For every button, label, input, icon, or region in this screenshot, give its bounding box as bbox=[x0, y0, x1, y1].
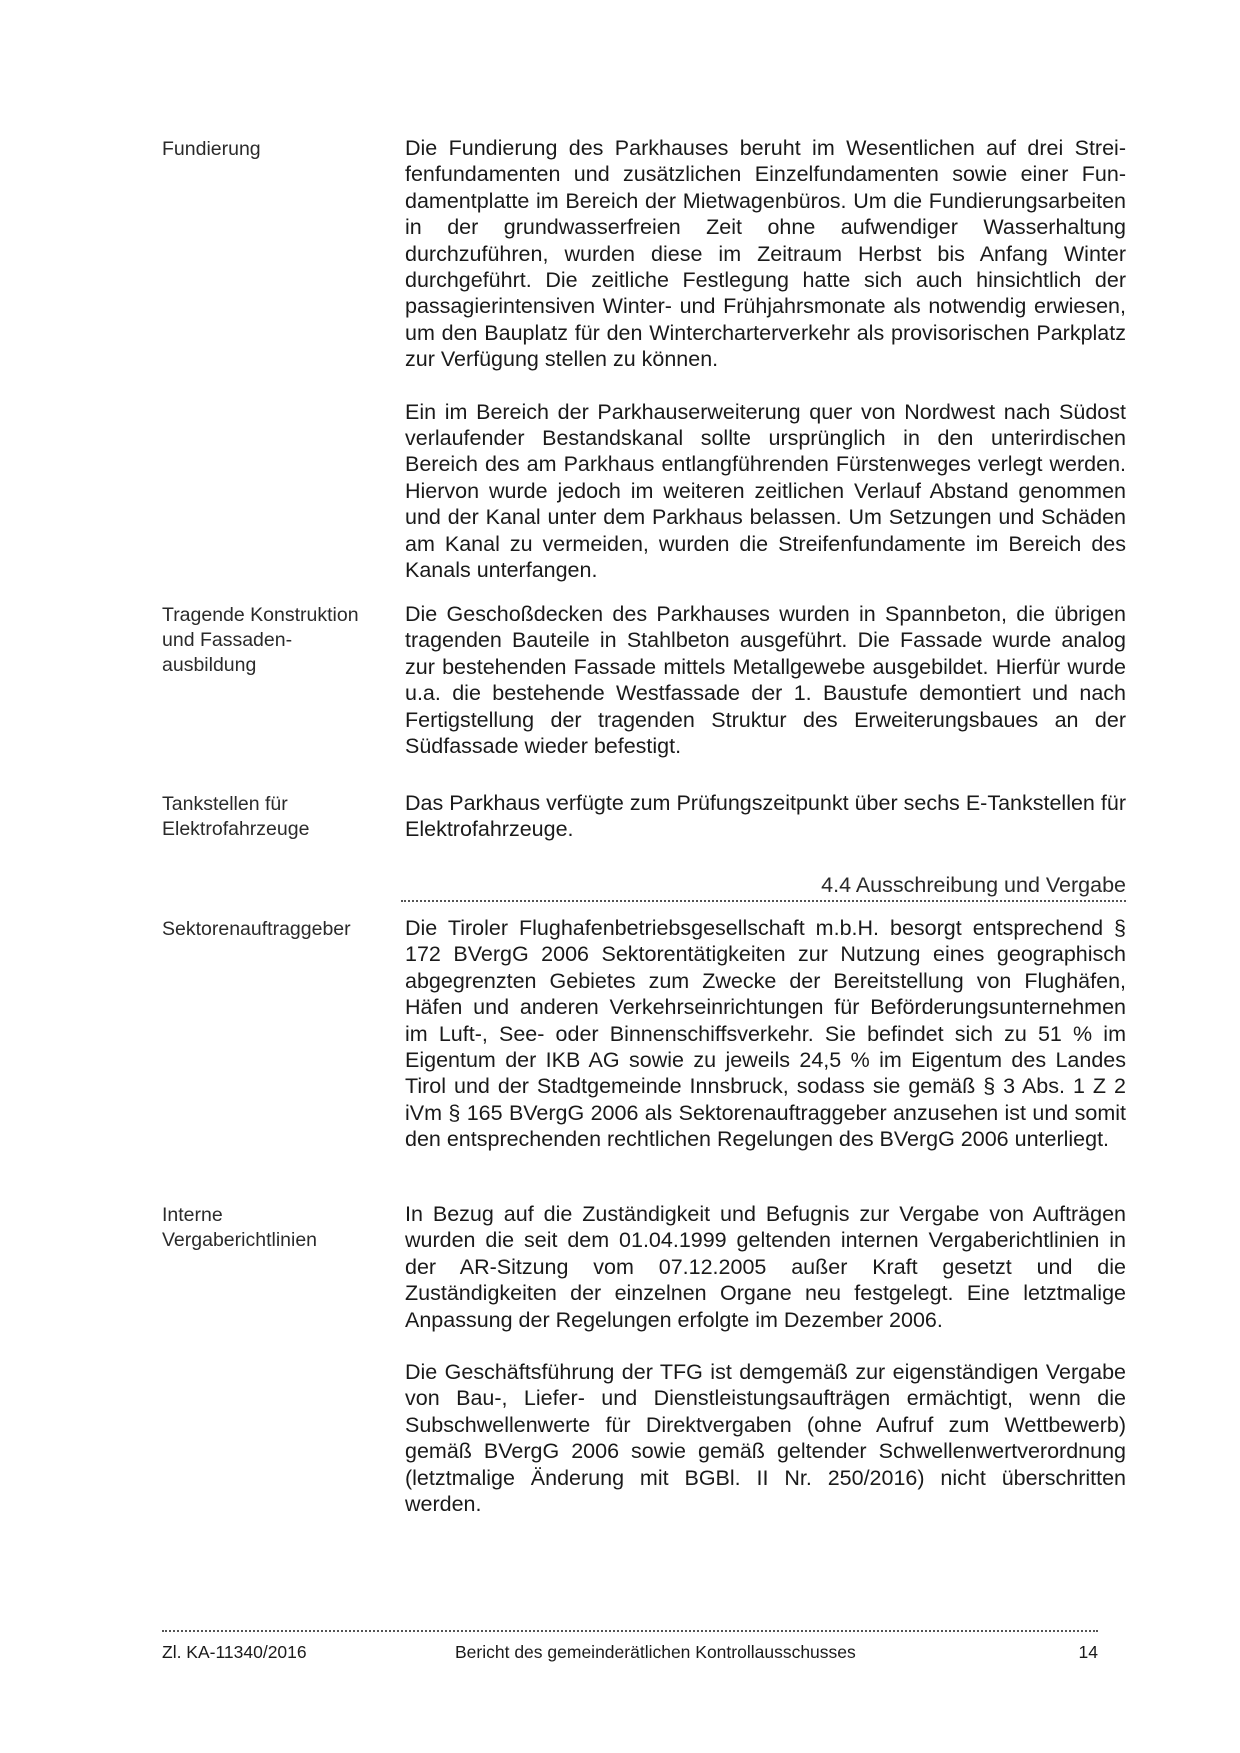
page-number: 14 bbox=[1078, 1642, 1098, 1662]
margin-label-line: Tankstellen für bbox=[162, 793, 288, 815]
margin-label-line: Tragende Konstruktion bbox=[162, 604, 359, 626]
margin-label bbox=[162, 917, 372, 942]
paragraph: Die Geschoßdecken des Parkhauses wurden in Spannbeton, die übrigen tragenden Bauteile in Stahlbeton ausgeführt. Die Fassade wurde analog zur bestehenden Fassade mittels Metallgewebe ausgebildet. Hierfür wurde u.a. die bestehende Westfassade der 1. Baustufe demontiert und nach Fertigstellung der tragenden Struktur des Erweiterungsbaues an der Südfassade wieder befestigt. bbox=[405, 602, 1126, 759]
margin-label-line: Elektrofahrzeuge bbox=[162, 818, 310, 840]
margin-label-line: Fundierung bbox=[162, 138, 261, 160]
body-text bbox=[405, 601, 1126, 785]
section-heading: 4.4 Ausschreibung und Vergabe bbox=[821, 873, 1126, 897]
section-divider bbox=[401, 900, 1126, 902]
body-text bbox=[405, 135, 1126, 610]
paragraph: Die Geschäftsführung der TFG ist demgemäß zur eigenständigen Vergabe von Bau-, Liefer- und Dienstleistungsaufträgen ermächtigt, wenn die Subschwellenwerte für Direktvergaben (ohne Aufruf zum Wettbewerb) gemäß BVergG 2006 sowie gemäß geltender Schwellenwertverordnung (letztmalige Änderung mit BGBl. II Nr. 250/2016) nicht überschritten werden. bbox=[405, 1360, 1126, 1517]
body-text bbox=[405, 1201, 1126, 1543]
margin-label-line: Sektorenauftraggeber bbox=[162, 918, 351, 940]
margin-label bbox=[162, 792, 372, 842]
document-reference: Zl. KA-11340/2016 bbox=[162, 1642, 307, 1662]
margin-label-line: ausbildung bbox=[162, 654, 257, 676]
margin-label-line: und Fassaden- bbox=[162, 629, 293, 651]
margin-label bbox=[162, 137, 372, 162]
margin-label-line: Interne bbox=[162, 1204, 223, 1226]
body-text bbox=[405, 790, 1126, 869]
body-text bbox=[405, 915, 1126, 1179]
margin-label bbox=[162, 603, 372, 678]
paragraph: In Bezug auf die Zuständigkeit und Befugnis zur Vergabe von Aufträgen wurden die seit dem 01.04.1999 geltenden internen Vergaberichtlinien in der AR-Sitzung vom 07.12.2005 außer Kraft gesetzt und die Zuständigkeiten der einzelnen Organe neu festgelegt. Eine letztmalige Anpassung der Regelungen erfolgte im Dezember 2006. bbox=[405, 1202, 1126, 1332]
margin-label-line: Vergaberichtlinien bbox=[162, 1229, 318, 1251]
paragraph: Die Tiroler Flughafenbetriebsgesellschaft m.b.H. besorgt entsprechend § 172 BVergG 2006 Sektorentätigkeiten zur Nutzung eines geographisch abgegrenzten Gebietes zum Zwecke der Bereitstellung von Flughäfen, Häfen und anderen Verkehrseinrichtungen für Beförderungsunternehmen im Luft-, See- oder Binnenschiffsverkehr. Sie befindet sich zu 51 % im Eigentum der IKB AG sowie zu jeweils 24,5 % im Eigentum des Landes Tirol und der Stadtgemeinde Innsbruck, sodass sie gemäß § 3 Abs. 1 Z 2 iVm § 165 BVergG 2006 als Sektorenauftraggeber anzusehen ist und somit den entsprechenden rechtlichen Regelungen des BVergG 2006 unterliegt. bbox=[405, 916, 1126, 1152]
report-title: Bericht des gemeinderätlichen Kontrollausschusses bbox=[455, 1642, 856, 1662]
paragraph: Die Fundierung des Parkhauses beruht im Wesentlichen auf drei Streifenfundamenten und zusätzlichen Einzelfundamenten sowie einer Fundamentplatte im Bereich der Mietwagenbüros. Um die Fundierungsarbeiten in der grundwasserfreien Zeit ohne aufwendiger Wasserhaltung durchzuführen, wurden diese im Zeitraum Herbst bis Anfang Winter durchgeführt. Die zeitliche Festlegung hatte sich auch hinsichtlich der passagierintensiven Winter- und Frühjahrsmonate als notwendig erwiesen, um den Bauplatz für den Wintercharterverkehr als provisorischen Parkplatz zur Verfügung stellen zu können. bbox=[405, 136, 1126, 372]
paragraph: Das Parkhaus verfügte zum Prüfungszeitpunkt über sechs E-Tankstellen für Elektrofahrzeuge. bbox=[405, 791, 1126, 842]
margin-label bbox=[162, 1203, 372, 1253]
footer-divider bbox=[162, 1630, 1098, 1632]
paragraph: Ein im Bereich der Parkhauserweiterung quer von Nordwest nach Südost verlaufender Bestandskanal sollte ursprünglich in den unterirdischen Bereich des am Parkhaus entlangführenden Fürstenweges verlegt werden. Hiervon wurde jedoch im weiteren zeitlichen Verlauf Abstand genommen und der Kanal unter dem Parkhaus belassen. Um Setzungen und Schäden am Kanal zu vermeiden, wurden die Streifenfundamente im Bereich des Kanals unterfangen. bbox=[405, 399, 1126, 583]
